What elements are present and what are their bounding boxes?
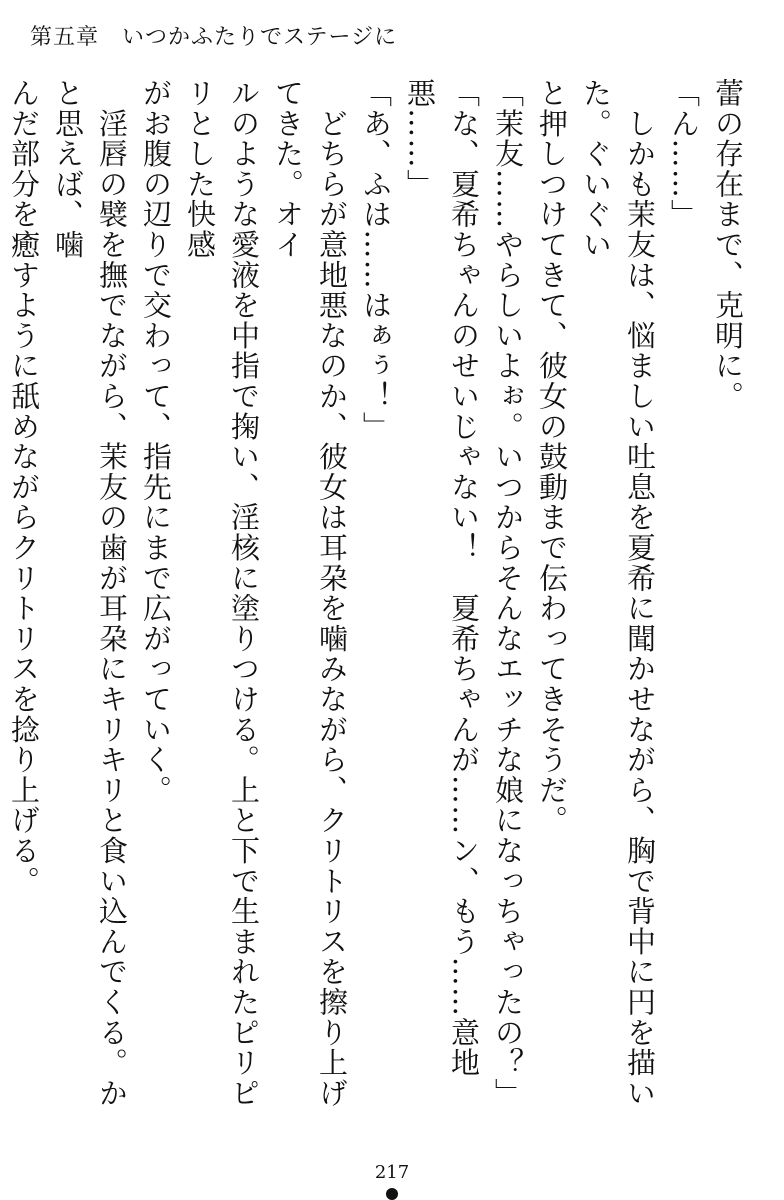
page-number: 217 bbox=[374, 1162, 410, 1183]
text-line: 蕾の存在まで、克明に。 bbox=[711, 78, 745, 412]
text-line: んだ部分を癒すように舐めながらクリトリスを捻り上げる。 bbox=[7, 78, 41, 897]
text-line: がお腹の辺りで交わって、指先にまで広がっていく。 bbox=[139, 78, 173, 806]
text-line bbox=[0, 78, 2, 1128]
page-marker-dot bbox=[386, 1188, 398, 1200]
vertical-text-body bbox=[7, 78, 750, 1128]
text-line: 「な、夏希ちゃんのせいじゃない！ 夏希ちゃんが……ン、もう……意地悪……」 bbox=[403, 78, 481, 1078]
text-line: どちらが意地悪なのか、彼女は耳朶を噛みながら、クリトリスを擦り上げてきた。オイ bbox=[271, 78, 349, 1109]
text-line: 「あ、ふは……はぁぅ！」 bbox=[359, 78, 393, 442]
text-line: しかも茉友は、悩ましい吐息を夏希に聞かせながら、胸で背中に円を描いた。ぐいぐい bbox=[579, 78, 657, 1109]
text-line: 「ん……」 bbox=[667, 78, 701, 230]
text-line: 「茉友……やらしいよぉ。いつからそんなエッチな娘になっちゃったの？」 bbox=[491, 78, 525, 1109]
running-header: 第五章 いつかふたりでステージに bbox=[30, 25, 398, 50]
text-line: ルのような愛液を中指で掬い、淫核に塗りつける。上と下で生まれたピリピリとした快感 bbox=[183, 78, 261, 1109]
text-line: と押しつけてきて、彼女の鼓動まで伝わってきそうだ。 bbox=[535, 78, 569, 836]
text-line: 淫唇の襞を撫でながら、茉友の歯が耳朶にキリキリと食い込んでくる。かと思えば、噛 bbox=[51, 78, 129, 1109]
